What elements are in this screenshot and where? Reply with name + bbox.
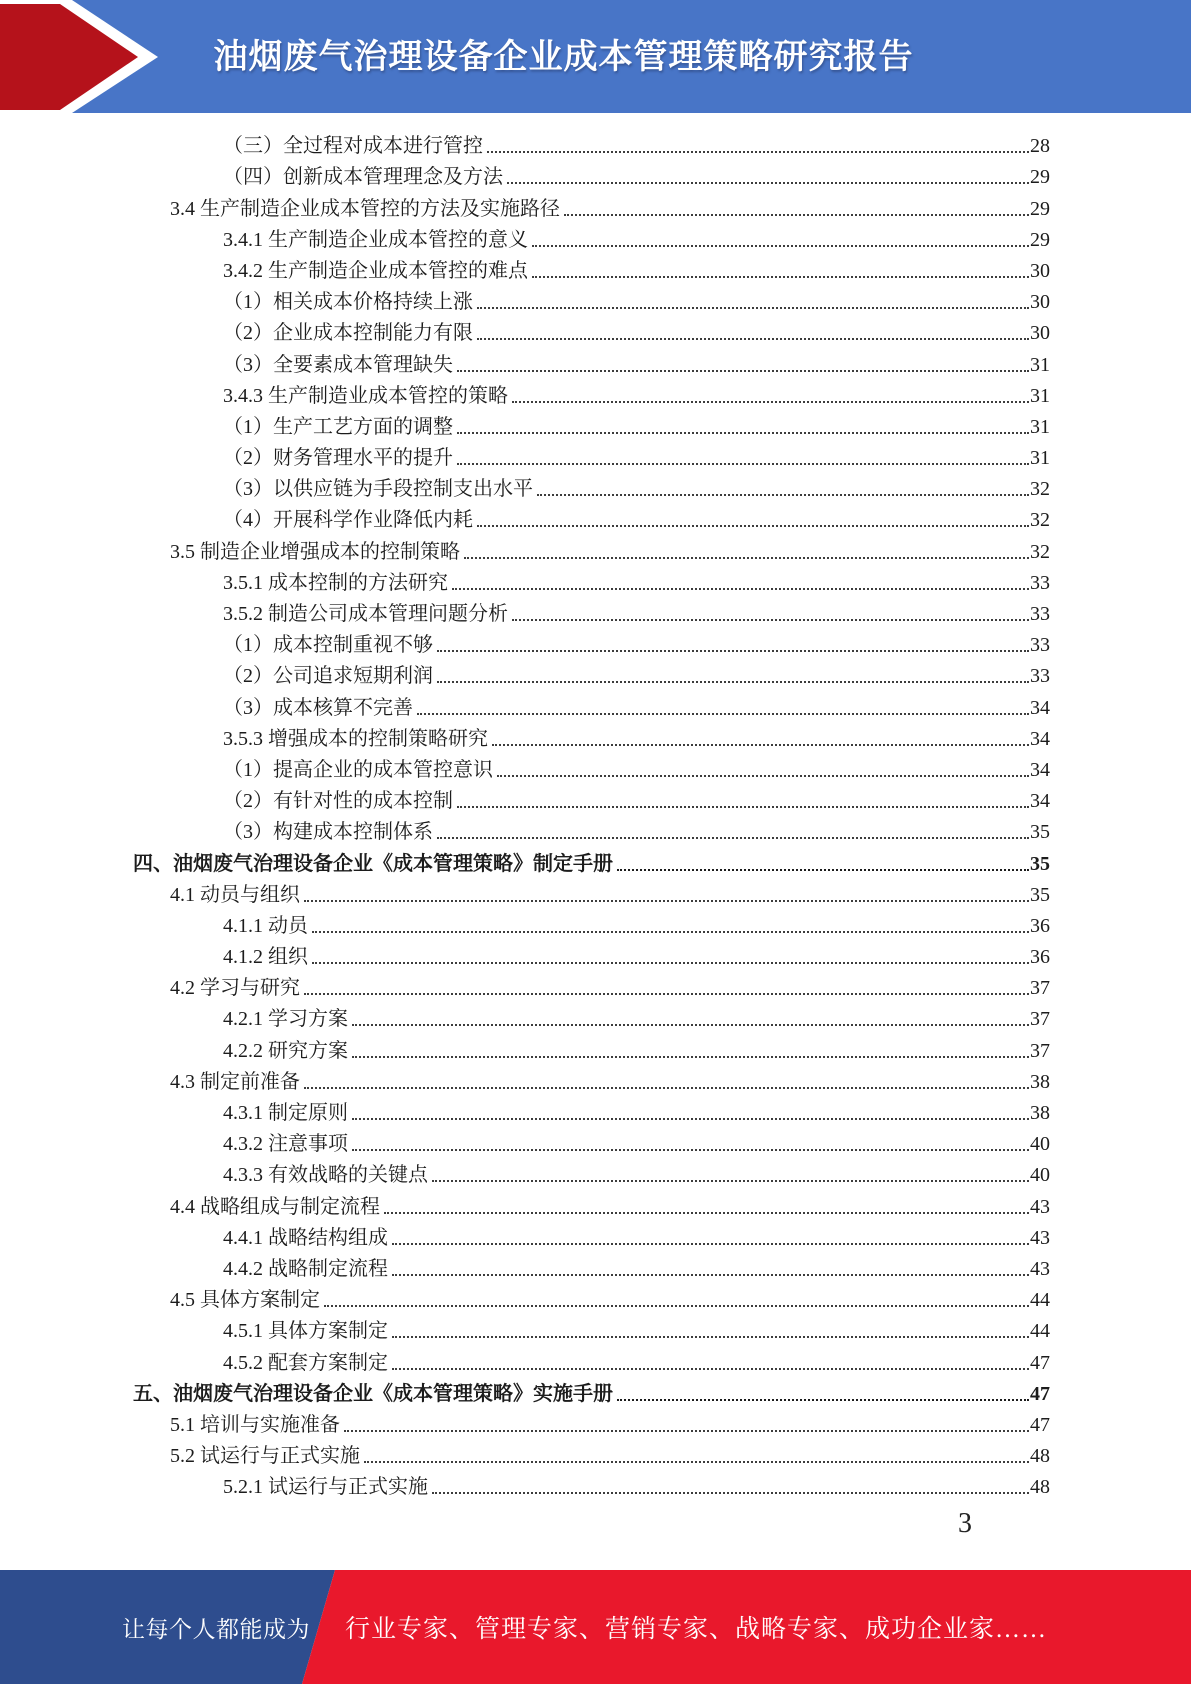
toc-dot-leader xyxy=(537,494,1029,496)
toc-entry-title: 5.1 培训与实施准备 xyxy=(170,1413,340,1436)
toc-entry-title: （2）企业成本控制能力有限 xyxy=(223,322,473,345)
toc-dot-leader xyxy=(437,681,1029,683)
toc-entry-title: 4.1.2 组织 xyxy=(223,946,308,969)
toc-entry-page-number: 34 xyxy=(1030,758,1050,781)
toc-entry[interactable] xyxy=(133,409,1050,440)
toc-entry[interactable] xyxy=(133,1064,1050,1095)
toc-dot-leader xyxy=(457,463,1029,465)
toc-entry-title: 4.5.1 具体方案制定 xyxy=(223,1320,388,1343)
toc-entry-title: 4.2 学习与研究 xyxy=(170,977,300,1000)
toc-entry[interactable] xyxy=(133,1095,1050,1126)
toc-entry[interactable] xyxy=(133,284,1050,315)
toc-entry-page-number: 35 xyxy=(1030,883,1050,906)
toc-entry-page-number: 43 xyxy=(1030,1226,1050,1249)
toc-entry-page-number: 34 xyxy=(1030,696,1050,719)
toc-entry-page-number: 29 xyxy=(1030,197,1050,220)
toc-dot-leader xyxy=(324,1305,1029,1307)
toc-dot-leader xyxy=(304,993,1029,995)
toc-entry[interactable] xyxy=(133,939,1050,970)
toc-dot-leader xyxy=(477,338,1029,340)
toc-entry[interactable] xyxy=(133,440,1050,471)
toc-entry[interactable] xyxy=(133,752,1050,783)
toc-entry-page-number: 47 xyxy=(1030,1413,1050,1436)
toc-entry[interactable] xyxy=(133,877,1050,908)
toc-dot-leader xyxy=(432,1492,1029,1494)
toc-entry-page-number: 34 xyxy=(1030,790,1050,813)
toc-entry-page-number: 31 xyxy=(1030,384,1050,407)
toc-entry[interactable] xyxy=(133,190,1050,221)
toc-entry-page-number: 37 xyxy=(1030,977,1050,1000)
toc-dot-leader xyxy=(304,900,1029,902)
toc-dot-leader xyxy=(392,1336,1029,1338)
toc-entry[interactable] xyxy=(133,159,1050,190)
toc-dot-leader xyxy=(437,650,1029,652)
toc-entry-page-number: 33 xyxy=(1030,603,1050,625)
toc-dot-leader xyxy=(352,1056,1029,1058)
toc-entry-title: 五、油烟废气治理设备企业《成本管理策略》实施手册 xyxy=(133,1382,613,1405)
toc-entry[interactable] xyxy=(133,1157,1050,1188)
toc-entry[interactable] xyxy=(133,845,1050,876)
toc-entry[interactable] xyxy=(133,565,1050,596)
toc-dot-leader xyxy=(364,1461,1029,1463)
toc-entry-page-number: 33 xyxy=(1030,571,1050,594)
toc-entry[interactable] xyxy=(133,1282,1050,1313)
toc-entry-page-number: 30 xyxy=(1030,291,1050,314)
toc-entry-title: 3.4.1 生产制造企业成本管控的意义 xyxy=(223,228,528,251)
toc-entry-title: 4.5.2 配套方案制定 xyxy=(223,1351,388,1374)
toc-entry-page-number: 29 xyxy=(1030,228,1050,251)
toc-entry[interactable] xyxy=(133,783,1050,814)
toc-entry[interactable] xyxy=(133,346,1050,377)
toc-entry-title: （2）有针对性的成本控制 xyxy=(223,790,453,813)
toc-entry-page-number: 35 xyxy=(1030,821,1050,844)
toc-entry-title: （1）提高企业的成本管控意识 xyxy=(223,758,493,781)
toc-entry-title: （3）成本核算不完善 xyxy=(223,696,413,719)
toc-entry[interactable] xyxy=(133,1376,1050,1407)
toc-entry-page-number: 35 xyxy=(1030,852,1050,875)
toc-dot-leader xyxy=(437,837,1029,839)
toc-entry-title: （4）开展科学作业降低内耗 xyxy=(223,509,473,532)
toc-dot-leader xyxy=(477,307,1029,309)
toc-entry-title: 4.4.1 战略结构组成 xyxy=(223,1226,388,1249)
toc-entry[interactable] xyxy=(133,1407,1050,1438)
toc-entry-title: （1）生产工艺方面的调整 xyxy=(223,415,453,438)
toc-entry-page-number: 38 xyxy=(1030,1102,1050,1124)
toc-entry-title: 3.5.2 制造公司成本管理问题分析 xyxy=(223,603,508,625)
toc-dot-leader xyxy=(512,619,1029,621)
toc-entry[interactable] xyxy=(133,1313,1050,1344)
toc-entry-page-number: 32 xyxy=(1030,478,1050,501)
toc-entry-page-number: 40 xyxy=(1030,1133,1050,1156)
toc-entry-title: 4.1 动员与组织 xyxy=(170,883,300,906)
toc-entry[interactable] xyxy=(133,128,1050,159)
toc-entry[interactable] xyxy=(133,1032,1050,1063)
toc-dot-leader xyxy=(392,1243,1029,1245)
toc-entry[interactable] xyxy=(133,1001,1050,1032)
report-title: 油烟废气治理设备企业成本管理策略研究报告 xyxy=(213,38,914,76)
toc-entry-page-number: 47 xyxy=(1030,1382,1050,1405)
toc-entry-title: 4.3.2 注意事项 xyxy=(223,1133,348,1156)
toc-entry-page-number: 32 xyxy=(1030,509,1050,532)
toc-dot-leader xyxy=(392,1274,1029,1276)
toc-entry-title: 3.4.3 生产制造业成本管控的策略 xyxy=(223,384,508,407)
toc-entry-title: 四、油烟废气治理设备企业《成本管理策略》制定手册 xyxy=(133,852,613,875)
toc-entry-title: 5.2.1 试运行与正式实施 xyxy=(223,1476,428,1499)
toc-entry[interactable] xyxy=(133,253,1050,284)
toc-entry[interactable] xyxy=(133,908,1050,939)
toc-dot-leader xyxy=(392,1368,1029,1370)
toc-entry-page-number: 43 xyxy=(1030,1257,1050,1280)
toc-entry-page-number: 30 xyxy=(1030,259,1050,282)
toc-entry-page-number: 48 xyxy=(1030,1445,1050,1468)
toc-dot-leader xyxy=(487,151,1029,153)
toc-entry-title: 3.5.3 增强成本的控制策略研究 xyxy=(223,727,488,750)
toc-dot-leader xyxy=(564,214,1029,216)
toc-entry[interactable] xyxy=(133,502,1050,533)
toc-entry-page-number: 37 xyxy=(1030,1039,1050,1062)
toc-entry[interactable] xyxy=(133,1438,1050,1469)
toc-dot-leader xyxy=(464,557,1029,559)
toc-dot-leader xyxy=(452,588,1029,590)
toc-entry-page-number: 44 xyxy=(1030,1289,1050,1312)
toc-dot-leader xyxy=(352,1024,1029,1026)
toc-entry[interactable] xyxy=(133,1126,1050,1157)
toc-entry-page-number: 36 xyxy=(1030,946,1050,969)
toc-dot-leader xyxy=(344,1430,1029,1432)
toc-entry-page-number: 36 xyxy=(1030,914,1050,937)
toc-entry[interactable] xyxy=(133,222,1050,253)
toc-dot-leader xyxy=(497,775,1029,777)
toc-entry-title: （2）财务管理水平的提升 xyxy=(223,447,453,470)
toc-dot-leader xyxy=(432,1180,1029,1182)
toc-entry-page-number: 33 xyxy=(1030,665,1050,688)
toc-entry[interactable] xyxy=(133,1220,1050,1251)
toc-entry-title: （3）以供应链为手段控制支出水平 xyxy=(223,478,533,501)
toc-entry-title: 5.2 试运行与正式实施 xyxy=(170,1445,360,1468)
toc-entry-page-number: 37 xyxy=(1030,1008,1050,1031)
toc-entry-title: 4.3.3 有效战略的关键点 xyxy=(223,1164,428,1187)
toc-entry[interactable] xyxy=(133,1251,1050,1282)
toc-entry-title: 4.4.2 战略制定流程 xyxy=(223,1257,388,1280)
toc-entry-title: 4.3.1 制定原则 xyxy=(223,1102,348,1124)
toc-entry-page-number: 47 xyxy=(1030,1351,1050,1374)
toc-dot-leader xyxy=(312,931,1029,933)
toc-entry-page-number: 29 xyxy=(1030,166,1050,189)
toc-entry-title: 3.5 制造企业增强成本的控制策略 xyxy=(170,540,460,563)
toc-dot-leader xyxy=(532,276,1029,278)
toc-dot-leader xyxy=(532,245,1029,247)
toc-entry-page-number: 32 xyxy=(1030,540,1050,563)
toc-entry-title: （2）公司追求短期利润 xyxy=(223,665,433,688)
header-banner xyxy=(0,0,1191,113)
toc-entry[interactable] xyxy=(133,533,1050,564)
toc-dot-leader xyxy=(617,1399,1029,1401)
toc-entry-title: 4.1.1 动员 xyxy=(223,914,308,937)
toc-entry-title: 4.4 战略组成与制定流程 xyxy=(170,1195,380,1218)
toc-dot-leader xyxy=(352,1149,1029,1151)
toc-entry[interactable] xyxy=(133,1188,1050,1219)
toc-entry-title: 4.3 制定前准备 xyxy=(170,1070,300,1093)
toc-entry-page-number: 48 xyxy=(1030,1476,1050,1499)
toc-dot-leader xyxy=(352,1118,1029,1120)
toc-entry-page-number: 43 xyxy=(1030,1195,1050,1218)
toc-entry-page-number: 28 xyxy=(1030,135,1050,158)
toc-entry[interactable] xyxy=(133,596,1050,627)
toc-entry[interactable] xyxy=(133,627,1050,658)
page-number: 3 xyxy=(958,1508,972,1539)
toc-entry-title: （三）全过程对成本进行管控 xyxy=(223,135,483,158)
toc-dot-leader xyxy=(457,432,1029,434)
toc-entry-page-number: 34 xyxy=(1030,727,1050,750)
toc-dot-leader xyxy=(492,744,1029,746)
toc-dot-leader xyxy=(304,1087,1029,1089)
toc-entry[interactable] xyxy=(133,1344,1050,1375)
toc-entry-title: （1）相关成本价格持续上涨 xyxy=(223,291,473,314)
toc-dot-leader xyxy=(457,806,1029,808)
toc-entry-title: （四）创新成本管理理念及方法 xyxy=(223,166,503,189)
toc-dot-leader xyxy=(507,182,1029,184)
toc-dot-leader xyxy=(512,401,1029,403)
toc-entry[interactable] xyxy=(133,378,1050,409)
toc-entry[interactable] xyxy=(133,970,1050,1001)
toc-entry[interactable] xyxy=(133,689,1050,720)
toc-entry[interactable] xyxy=(133,814,1050,845)
toc-entry-title: 3.5.1 成本控制的方法研究 xyxy=(223,571,448,594)
toc-dot-leader xyxy=(457,370,1029,372)
toc-entry-page-number: 31 xyxy=(1030,415,1050,438)
toc-dot-leader xyxy=(477,525,1029,527)
toc-dot-leader xyxy=(312,962,1029,964)
toc-dot-leader xyxy=(617,869,1029,871)
toc-entry[interactable] xyxy=(133,721,1050,752)
toc-entry-page-number: 31 xyxy=(1030,447,1050,470)
toc-entry-page-number: 31 xyxy=(1030,353,1050,376)
toc-entry-page-number: 40 xyxy=(1030,1164,1050,1187)
toc-entry-page-number: 44 xyxy=(1030,1320,1050,1343)
toc-entry[interactable] xyxy=(133,315,1050,346)
toc-dot-leader xyxy=(384,1212,1029,1214)
toc-entry[interactable] xyxy=(133,471,1050,502)
toc-entry-title: 4.2.1 学习方案 xyxy=(223,1008,348,1031)
toc-dot-leader xyxy=(417,713,1029,715)
toc-list xyxy=(133,128,1050,1500)
toc-entry-title: 3.4.2 生产制造企业成本管控的难点 xyxy=(223,259,528,282)
toc-entry-title: （1）成本控制重视不够 xyxy=(223,634,433,657)
toc-entry[interactable] xyxy=(133,658,1050,689)
toc-entry-title: 4.5 具体方案制定 xyxy=(170,1289,320,1312)
toc-entry[interactable] xyxy=(133,1469,1050,1500)
toc-entry-page-number: 30 xyxy=(1030,322,1050,345)
footer-slogan-left: 让每个人都能成为 xyxy=(122,1616,310,1642)
toc-entry-page-number: 33 xyxy=(1030,634,1050,657)
toc-entry-page-number: 38 xyxy=(1030,1070,1050,1093)
footer-slogan-right: 行业专家、管理专家、营销专家、战略专家、成功企业家…… xyxy=(345,1616,1048,1643)
toc-entry-title: 3.4 生产制造企业成本管控的方法及实施路径 xyxy=(170,197,560,220)
toc-entry-title: 4.2.2 研究方案 xyxy=(223,1039,348,1062)
footer-banner xyxy=(0,1570,1191,1684)
toc-entry-title: （3）构建成本控制体系 xyxy=(223,821,433,844)
toc-entry-title: （3）全要素成本管理缺失 xyxy=(223,353,453,376)
